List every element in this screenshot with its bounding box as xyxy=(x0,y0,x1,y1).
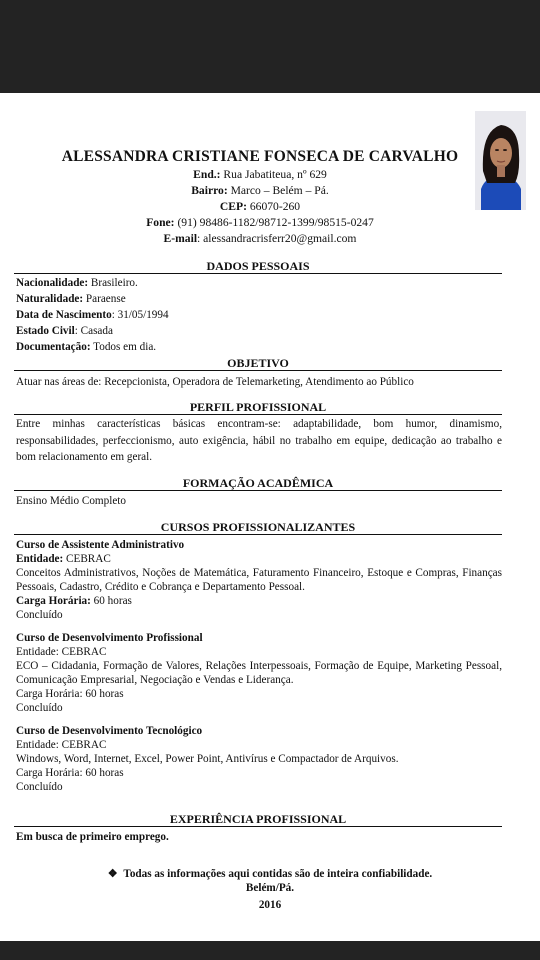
profile-text: Entre minhas características básicas encontram-se: adaptabilidade, bom humor, dinamismo, responsabilidades, perfeccionismo, auto exigência, hábil no trabalho em equipe, dedicação ao trabalho e bom relacionamento em geral. xyxy=(16,418,502,463)
course-3-status: Concluído xyxy=(16,781,63,793)
phone-line: Fone: (91) 98486-1182/98712-1399/98515-0247 xyxy=(146,216,374,229)
course-2-title: Curso de Desenvolvimento Profissional xyxy=(16,632,203,644)
section-cursos: CURSOS PROFISSIONALIZANTES xyxy=(14,520,502,535)
course-1-status: Concluído xyxy=(16,609,63,621)
course-1-description: Conceitos Administrativos, Noções de Matemática, Faturamento Financeiro, Estoque e Compras, Finanças Pessoais, Cadastro, Crédito e Cobrança e Departamento Pessoal. xyxy=(16,567,502,593)
birthplace-line: Naturalidade: Paraense xyxy=(16,293,126,305)
section-objetivo: OBJETIVO xyxy=(14,356,502,371)
course-2-entity: Entidade: CEBRAC xyxy=(16,646,107,658)
diamond-bullet-icon: ❖ xyxy=(107,868,118,880)
nationality-line: Nacionalidade: Brasileiro. xyxy=(16,277,138,289)
course-3-description: Windows, Word, Internet, Excel, Power Point, Antivírus e Compactador de Arquivos. xyxy=(16,753,399,765)
experience-text: Em busca de primeiro emprego. xyxy=(16,831,169,843)
bottom-dark-bar xyxy=(0,941,540,960)
district-line: Bairro: Marco – Belém – Pá. xyxy=(191,184,329,197)
confidentiality-statement: ❖ Todas as informações aqui contidas são de inteira confiabilidade. xyxy=(107,868,433,880)
course-2-description: ECO – Cidadania, Formação de Valores, Relações Interpessoais, Formação de Equipe, Marketing Pessoal, Comunicação Empresarial, Negociação e Vendas e Liderança. xyxy=(16,660,502,686)
section-formacao-academica: FORMAÇÃO ACADÊMICA xyxy=(14,476,502,491)
education-text: Ensino Médio Completo xyxy=(16,495,127,507)
section-perfil-profissional: PERFIL PROFISSIONAL xyxy=(14,400,502,415)
course-2-status: Concluído xyxy=(16,702,63,714)
course-3-title: Curso de Desenvolvimento Tecnológico xyxy=(16,725,203,737)
address-line: End.: Rua Jabatiteua, nº 629 xyxy=(193,168,327,181)
birthdate-line: Data de Nascimento: 31/05/1994 xyxy=(16,309,169,321)
cep-line: CEP: 66070-260 xyxy=(219,200,301,213)
course-1-entity: Entidade: CEBRAC xyxy=(16,553,111,565)
course-3-hours: Carga Horária: 60 horas xyxy=(16,767,124,779)
course-1-title: Curso de Assistente Administrativo xyxy=(16,539,185,551)
top-dark-bar xyxy=(0,0,540,93)
resume-page xyxy=(0,93,540,941)
civil-status-line: Estado Civil: Casada xyxy=(16,325,113,337)
objective-text: Atuar nas áreas de: Recepcionista, Operadora de Telemarketing, Atendimento ao Público xyxy=(16,376,414,388)
course-2-hours: Carga Horária: 60 horas xyxy=(16,688,124,700)
email-line: E-mail: alessandracrisferr20@gmail.com xyxy=(163,232,357,245)
course-1-hours: Carga Horária: 60 horas xyxy=(16,595,132,607)
documentation-line: Documentação: Todos em dia. xyxy=(16,341,157,353)
course-3-entity: Entidade: CEBRAC xyxy=(16,739,107,751)
footer-place: Belém/Pá. xyxy=(245,882,295,894)
footer-year: 2016 xyxy=(258,899,282,911)
candidate-name: ALESSANDRA CRISTIANE FONSECA DE CARVALHO xyxy=(61,148,459,165)
section-experiencia: EXPERIÊNCIA PROFISSIONAL xyxy=(14,812,502,827)
section-dados-pessoais: DADOS PESSOAIS xyxy=(14,259,502,274)
